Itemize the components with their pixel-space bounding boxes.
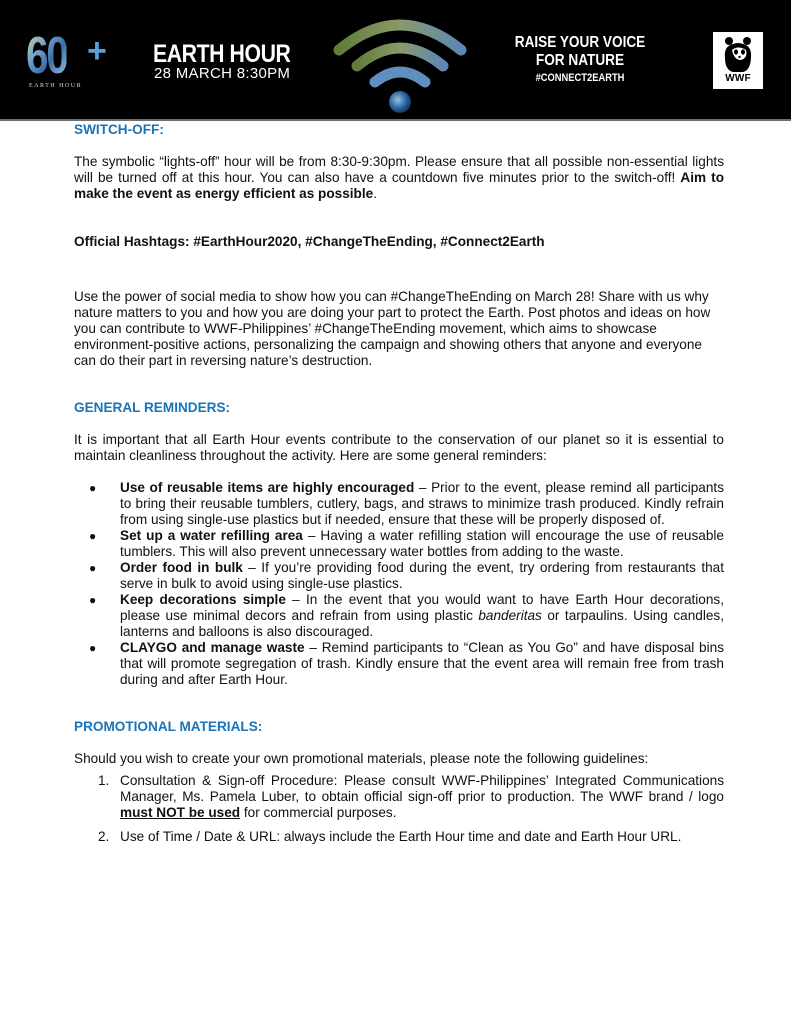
list-item: [89, 640, 724, 688]
period: .: [373, 186, 377, 201]
switch-off-paragraph: [74, 154, 724, 202]
event-date: 28 MARCH 8:30PM: [154, 65, 291, 82]
list-item-title: CLAYGO and manage waste: [120, 640, 305, 655]
logo-digits: 60: [26, 27, 67, 85]
bullet-icon: ●: [89, 641, 97, 655]
panda-icon: [721, 36, 755, 74]
bullet-icon: ●: [89, 529, 97, 543]
social-media-paragraph: Use the power of social media to show how you can #ChangeTheEnding on March 28! Share with us why nature matters to you and how you are doing your part to protect the Earth. Post photos and ideas on how you can contribute to WWF-Philippines’ #ChangeTheEnding movement, which aims to showcase environment-positive actions, personalizing the campaign and showing others that anyone and everyone can do their part in reversing nature’s destruction.: [74, 289, 711, 368]
promotional-intro: Should you wish to create your own promotional materials, please note the following guidelines:: [74, 751, 649, 766]
list-number: 2.: [98, 829, 110, 844]
list-item: [89, 592, 724, 640]
wifi-arc-inner: [375, 72, 425, 82]
wifi-arc-middle: [357, 48, 443, 66]
slogan-line-1: RAISE YOUR VOICE: [514, 34, 646, 51]
energy-efficient-emphasis: Aim to make the event as energy efficient as possible: [74, 170, 725, 201]
list-item-text: – In the event that you would want to have Earth Hour decorations, please use minimal decors and refrain from using plastic: [120, 592, 724, 623]
wwf-label: WWF: [725, 73, 751, 84]
bullet-icon: ●: [89, 561, 97, 575]
earth-hour-60-logo: [26, 27, 116, 92]
switch-off-text: The symbolic “lights-off” hour will be from 8:30-9:30pm. Please ensure that all possible non-essential lights will be turned off at this hour. You can also have a countdown five minutes prior to the switch-off!: [74, 154, 724, 185]
must-not-be-used-emphasis: must NOT be used: [120, 805, 241, 820]
slogan-hashtag: #CONNECT2EARTH: [535, 72, 625, 84]
heading-promotional-materials: PROMOTIONAL MATERIALS:: [74, 719, 263, 734]
list-item-text: for commercial purposes.: [240, 805, 397, 820]
list-item: [89, 560, 725, 592]
italic-term: banderitas: [478, 608, 542, 623]
event-title: EARTH HOUR: [153, 40, 291, 68]
header-banner: [0, 0, 791, 121]
slogan-line-2: FOR NATURE: [535, 52, 625, 69]
official-hashtags: [74, 234, 724, 250]
logo-subtitle: EARTH HOUR: [29, 83, 83, 89]
bullet-icon: ●: [89, 593, 97, 607]
list-item-text: Use of Time / Date & URL: always include the Earth Hour time and date and Earth Hour URL.: [120, 829, 682, 844]
slogan: [500, 34, 660, 86]
wifi-earth-icon: [325, 6, 475, 116]
list-item-title: Order food in bulk: [120, 560, 243, 575]
list-item-text: – Prior to the event, please remind all participants to bring their reusable tumblers, cutlery, bags, and straws to minimize trash produced. Kindly refrain from using single-use plastics but if needed, ensure that these will be properly disposed of.: [120, 480, 724, 527]
document-body: [74, 121, 724, 845]
list-item-text: or tarpaulins. Using candles, lanterns and balloons is also discouraged.: [120, 608, 724, 639]
wwf-panda-logo: [713, 32, 763, 89]
list-number: 1.: [98, 773, 110, 788]
list-item: [89, 480, 724, 528]
list-item-text: Consultation & Sign-off Procedure: Please consult WWF-Philippines’ Integrated Communications Manager, Ms. Pamela Luber, to obtain official sign-off prior to production. The WWF brand / logo: [120, 773, 724, 804]
list-item-text: – Remind participants to “Clean as You Go” and have disposal bins that will promote segregation of trash. Kindly ensure that the event area will remain free from trash during and after Earth Hour.: [120, 640, 724, 687]
bullet-icon: ●: [89, 481, 97, 495]
list-item-title: Set up a water refilling area: [120, 528, 303, 543]
general-reminders-intro: It is important that all Earth Hour events contribute to the conservation of our planet so it is essential to maintain cleanliness throughout the activity. Here are some general reminders:: [74, 432, 724, 463]
promotional-guidelines-list: [98, 773, 724, 845]
list-item: [89, 528, 724, 560]
official-hashtags-text: Official Hashtags: #EarthHour2020, #ChangeTheEnding, #Connect2Earth: [74, 234, 545, 249]
general-reminders-list: [89, 480, 725, 688]
list-item: [98, 773, 724, 821]
list-item: [98, 829, 724, 845]
heading-general-reminders: GENERAL REMINDERS:: [74, 400, 231, 415]
globe-dot: [389, 91, 411, 113]
logo-plus: +: [87, 32, 107, 70]
list-item-text: – Having a water refilling station will encourage the use of reusable tumblers. This will also prevent unnecessary water bottles from adding to the waste.: [120, 528, 724, 559]
heading-switch-off: SWITCH-OFF:: [74, 122, 164, 137]
list-item-title: Use of reusable items are highly encouraged: [120, 480, 415, 495]
list-item-text: – If you’re providing food during the event, try ordering from restaurants that serve in bulk to avoid using single-use plastics.: [120, 560, 725, 591]
list-item-title: Keep decorations simple: [120, 592, 286, 607]
